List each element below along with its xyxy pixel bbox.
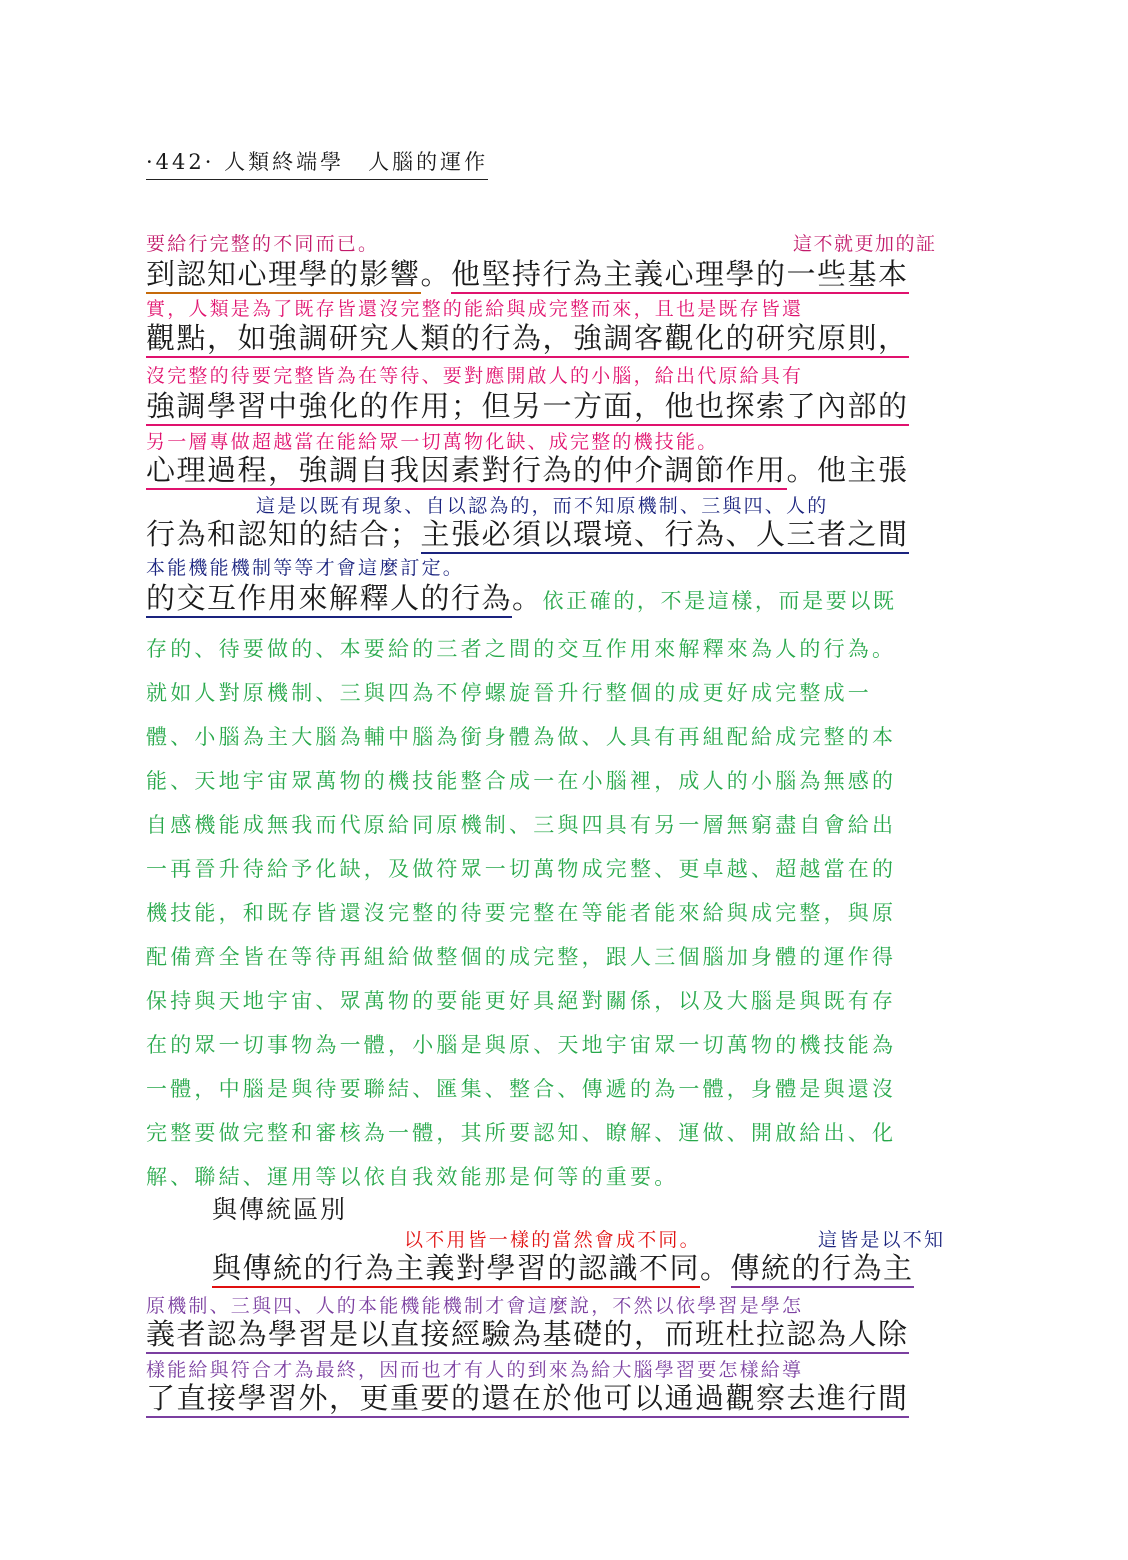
green-commentary-line: 解、聯結、運用等以依自我效能那是何等的重要。 <box>146 1165 679 1189</box>
body-line <box>146 256 909 292</box>
underlined-phrase: 他堅持行為主義心理學的一些基本 <box>451 257 909 294</box>
underlined-phrase: 心理過程，強調自我因素對行為的仲介調節作用 <box>146 453 787 490</box>
section-heading: 與傳統區別 <box>212 1195 348 1224</box>
underlined-phrase: 強調學習中強化的作用；但另一方面，他也探索了內部的 <box>146 389 909 426</box>
body-line <box>146 1380 909 1416</box>
page-header: ·442· 人類終端學 人腦的運作 <box>146 146 488 180</box>
body-line <box>146 320 909 356</box>
annotation-line: 要給行完整的不同而已。 <box>146 233 380 255</box>
annotation-line: 原機制、三與四、人的本能機能機制才會這麼說，不然以依學習是學怎 <box>146 1295 804 1317</box>
underlined-phrase: 了直接學習外，更重要的還在於他可以通過觀察去進行間 <box>146 1381 909 1418</box>
annotation-line: 沒完整的待要完整皆為在等待、要對應開啟人的小腦，給出代原給具有 <box>146 365 804 387</box>
green-commentary-line: 體、小腦為主大腦為輔中腦為銜身體為做、人具有再組配給成完整的本 <box>146 725 897 749</box>
green-commentary-line: 完整要做完整和審核為一體，其所要認知、瞭解、運做、開啟給出、化 <box>146 1121 897 1145</box>
punctuation: 。 <box>512 581 543 615</box>
annotation-line: 另一層專做超越當在能給眾一切萬物化缺、成完整的機技能。 <box>146 431 719 453</box>
punctuation: 。 <box>420 257 452 291</box>
annotation-line: 樣能給與符合才為最終，因而也才有人的到來為給大腦學習要怎樣給導 <box>146 1359 804 1381</box>
green-commentary-line: 在的眾一切事物為一體，小腦是與原、天地宇宙眾一切萬物的機技能為 <box>146 1033 897 1057</box>
green-commentary-line: 存的、待要做的、本要給的三者之間的交互作用來解釋來為人的行為。 <box>146 637 897 661</box>
green-commentary-line: 就如人對原機制、三與四為不停螺旋晉升行整個的成更好成完整成一 <box>146 681 872 705</box>
green-commentary: 依正確的，不是這樣，而是要以既 <box>542 589 897 613</box>
green-commentary-line: 自感機能成無我而代原給同原機制、三與四具有另一層無窮盡自會給出 <box>146 813 897 837</box>
body-line <box>212 1250 914 1286</box>
underlined-phrase: 與傳統的行為主義對學習的認識不同 <box>212 1251 700 1288</box>
underlined-phrase: 的交互作用來解釋人的行為 <box>146 581 512 618</box>
body-line <box>146 516 909 552</box>
underlined-phrase: 觀點，如強調研究人類的行為，強調客觀化的研究原則， <box>146 321 909 358</box>
body-line <box>146 452 909 488</box>
annotation-line: 實，人類是為了既存皆還沒完整的能給與成完整而來，且也是既存皆還 <box>146 298 804 320</box>
green-commentary-line: 配備齊全皆在等待再組給做整個的成完整，跟人三個腦加身體的運作得 <box>146 945 897 969</box>
green-commentary-line: 能、天地宇宙眾萬物的機技能整合成一在小腦裡，成人的小腦為無感的 <box>146 769 897 793</box>
plain-text: 行為和認知的結合； <box>146 517 421 551</box>
annotation-line: 這皆是以不知 <box>818 1229 946 1251</box>
annotation-line: 以不用皆一樣的當然會成不同。 <box>404 1229 701 1251</box>
body-line <box>146 1316 909 1352</box>
annotation-line: 本能機能機制等等才會這麼訂定。 <box>146 557 465 579</box>
underlined-phrase: 到認知心理學的影響 <box>146 257 421 294</box>
underlined-phrase: 傳統的行為主 <box>731 1251 914 1288</box>
green-commentary-line: 一體，中腦是與待要聯結、匯集、整合、傳遞的為一體，身體是與還沒 <box>146 1077 897 1101</box>
underlined-phrase: 義者認為學習是以直接經驗為基礎的，而班杜拉認為人除 <box>146 1317 909 1354</box>
annotation-line: 這是以既有現象、自以認為的，而不知原機制、三與四、人的 <box>256 495 829 517</box>
body-line <box>146 388 909 424</box>
body-line <box>146 580 897 616</box>
annotation-line: 這不就更加的証 <box>793 233 937 255</box>
plain-text: 。他主張 <box>786 453 909 487</box>
green-commentary-line: 保持與天地宇宙、眾萬物的要能更好具絕對關係，以及大腦是與既有存 <box>146 989 897 1013</box>
underlined-phrase: 主張必須以環境、行為、人三者之間 <box>421 517 909 554</box>
punctuation: 。 <box>700 1251 731 1285</box>
green-commentary-line: 機技能，和既存皆還沒完整的待要完整在等能者能來給與成完整，與原 <box>146 901 897 925</box>
green-commentary-line: 一再晉升待給予化缺，及做符眾一切萬物成完整、更卓越、超越當在的 <box>146 857 897 881</box>
